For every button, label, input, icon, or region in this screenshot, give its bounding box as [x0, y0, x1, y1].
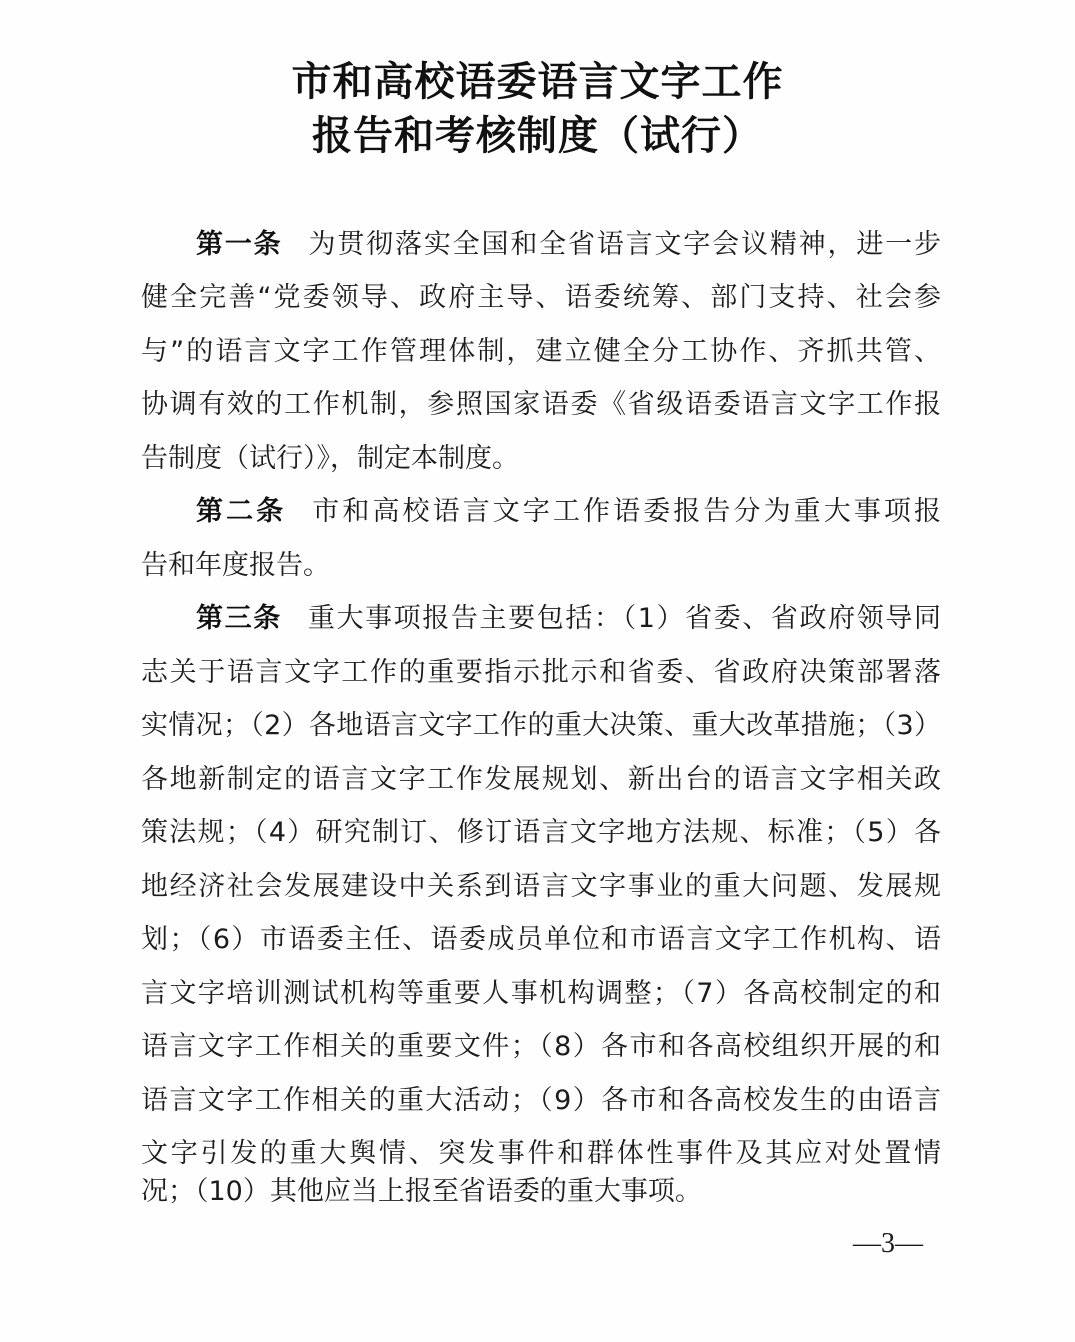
document-title-line-2: 报告和考核制度（试行）	[312, 112, 763, 159]
article-3-line-8: 言文字培训测试机构等重要人事机构调整；（7）各高校制定的和	[141, 978, 941, 1009]
article-3-line-4: 各地新制定的语言文字工作发展规划、新出台的语言文字相关政	[141, 764, 941, 795]
article-3-line-3: 实情况；（2）各地语言文字工作的重大决策、重大改革措施；（3）	[141, 710, 941, 741]
article-3-label: 第三条	[196, 603, 282, 634]
article-3-line-6: 地经济社会发展建设中关系到语言文字事业的重大问题、发展规	[141, 871, 941, 902]
article-1-text-1: 为贯彻落实全国和全省语言文字会议精神，进一步	[308, 229, 941, 260]
article-3-line-10: 语言文字工作相关的重大活动；（9）各市和各高校发生的由语言	[141, 1085, 941, 1116]
article-3-line-7: 划；（6）市语委主任、语委成员单位和市语言文字工作机构、语	[141, 924, 941, 955]
article-3-line-11: 文字引发的重大舆情、突发事件和群体性事件及其应对处置情	[141, 1138, 941, 1169]
article-2-label: 第二条	[196, 496, 287, 527]
article-2-line-1	[196, 492, 941, 532]
article-3-text-1: 重大事项报告主要包括：（1）省委、省政府领导同	[307, 603, 941, 634]
article-1-line-5: 告制度（试行）》，制定本制度。	[141, 443, 519, 474]
article-3-line-9: 语言文字工作相关的重要文件；（8）各市和各高校组织开展的和	[141, 1031, 941, 1062]
article-3-line-5: 策法规；（4）研究制订、修订语言文字地方法规、标准；（5）各	[141, 817, 941, 848]
article-1-line-1	[196, 225, 941, 265]
document-title-line-1: 市和高校语委语言文字工作	[291, 58, 784, 105]
article-3-line-1	[196, 599, 941, 639]
article-2-text-1: 市和高校语言文字工作语委报告分为重大事项报	[312, 496, 942, 527]
page-number: —3—	[853, 1228, 923, 1259]
article-1-line-4: 协调有效的工作机制，参照国家语委《省级语委语言文字工作报	[141, 389, 941, 420]
article-2-line-2: 告和年度报告。	[141, 550, 330, 581]
article-1-line-3: 与”的语言文字工作管理体制，建立健全分工协作、齐抓共管、	[141, 336, 941, 367]
article-3-line-12: 况；（10）其他应当上报至省语委的重大事项。	[141, 1176, 702, 1207]
article-3-line-2: 志关于语言文字工作的重要指示批示和省委、省政府决策部署落	[141, 657, 941, 688]
article-1-label: 第一条	[196, 229, 283, 260]
article-1-line-2: 健全完善“党委领导、政府主导、语委统筹、部门支持、社会参	[141, 282, 941, 313]
